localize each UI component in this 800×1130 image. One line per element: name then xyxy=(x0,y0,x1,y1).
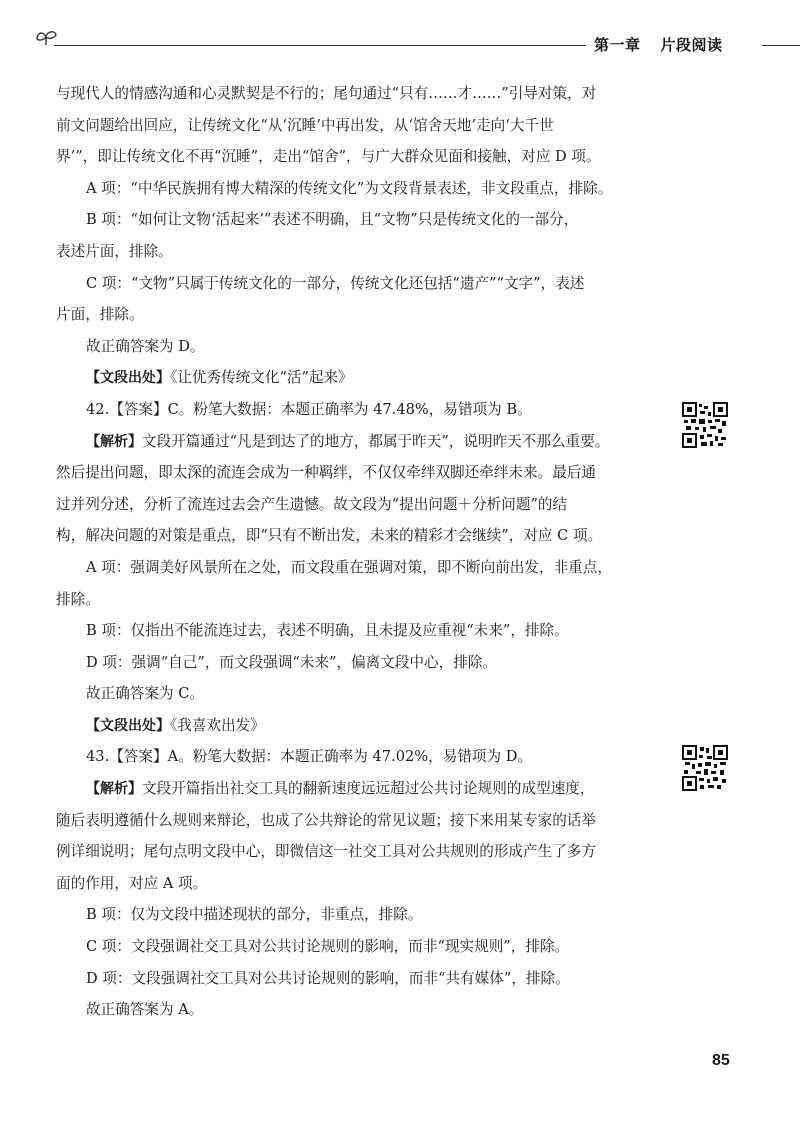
source-label: 【文段出处】 xyxy=(86,370,170,387)
section-label: 片段阅读 xyxy=(660,36,723,54)
chapter-label: 第一章 xyxy=(594,36,641,54)
body-line: 与现代人的情感沟通和心灵默契是不行的；尾句通过“只有……才……”引导对策，对 xyxy=(56,85,597,102)
body-line: A 项：“中华民族拥有博大精深的传统文化”为文段背景表述，非文段重点，排除。 xyxy=(86,179,613,197)
body-line: 面的作用，对应 A 项。 xyxy=(56,874,208,892)
body-line: 例详细说明；尾句点明文段中心，即微信这一社交工具对公共规则的形成产生了多方 xyxy=(56,843,596,861)
body-line: 片面，排除。 xyxy=(56,306,144,324)
body-line: 界’”，即让传统文化不再“沉睡”，走出“馆舍”，与广大群众见面和接触，对应 D 项。 xyxy=(56,148,601,166)
analysis-label: 【解析】 xyxy=(86,433,142,450)
page-header xyxy=(0,0,800,60)
question-43-answer: 43.【答案】A。粉笔大数据：本题正确率为 47.02%，易错项为 D。 xyxy=(86,748,533,766)
page-number: 85 xyxy=(712,1052,730,1069)
page-body xyxy=(56,78,656,1026)
body-line: 排除。 xyxy=(56,590,100,608)
analysis-text: 文段开篇指出社交工具的翻新速度远远超过公共讨论规则的成型速度， xyxy=(142,780,595,798)
body-line: 过并列分述，分析了流连过去会产生遗憾。故文段为“提出问题＋分析问题”的结 xyxy=(56,495,568,513)
analysis-text: 文段开篇通过“凡是到达了的地方，都属于昨天”，说明昨天不那么重要。 xyxy=(142,432,610,450)
body-line: C 项：文段强调社交工具对公共讨论规则的影响，而非“现实规则”，排除。 xyxy=(86,938,570,956)
body-line: 表述片面，排除。 xyxy=(56,242,173,260)
qr-code-icon[interactable] xyxy=(682,745,728,791)
answer-line: 故正确答案为 A。 xyxy=(86,1001,204,1019)
source-title: 《我喜欢出发》 xyxy=(170,716,265,734)
body-line: B 项：仅指出不能流连过去，表述不明确，且未提及应重视“未来”，排除。 xyxy=(86,622,569,640)
body-line: D 项：强调“自己”，而文段强调“未来”，偏离文段中心，排除。 xyxy=(86,653,498,671)
body-line: B 项：仅为文段中描述现状的部分，非重点，排除。 xyxy=(86,906,423,924)
body-line: D 项：文段强调社交工具对公共讨论规则的影响，而非“共有媒体”，排除。 xyxy=(86,969,570,987)
body-line: C 项：“文物”只属于传统文化的一部分，传统文化还包括“遗产”“文字”，表述 xyxy=(86,274,585,292)
qr-code-icon[interactable] xyxy=(682,402,728,448)
analysis-line xyxy=(56,773,656,805)
source-label: 【文段出处】 xyxy=(86,717,170,734)
question-42-answer: 42.【答案】C。粉笔大数据：本题正确率为 47.48%，易错项为 B。 xyxy=(86,400,532,418)
body-line: 然后提出问题，即太深的流连会成为一种羁绊，不仅仅牵绊双脚还牵绊未来。最后通 xyxy=(56,464,596,482)
analysis-label: 【解析】 xyxy=(86,781,142,798)
body-line: 随后表明遵循什么规则来辩论，也成了公共辩论的常见议题；接下来用某专家的话举 xyxy=(56,811,596,829)
body-line: A 项：强调美好风景所在之处，而文段重在强调对策，即不断向前出发，非重点， xyxy=(86,558,612,576)
source-line xyxy=(56,710,656,742)
header-title xyxy=(594,33,723,57)
answer-line: 故正确答案为 D。 xyxy=(86,337,205,355)
body-line: B 项：“如何让文物‘活起来’”表述不明确，且“文物”只是传统文化的一部分， xyxy=(86,211,579,229)
body-line: 构，解决问题的对策是重点，即“只有不断出发，未来的精彩才会继续”，对应 C 项。 xyxy=(56,527,603,545)
source-title: 《让优秀传统文化“活”起来》 xyxy=(170,369,353,387)
header-rule-left xyxy=(54,45,586,46)
header-rule-right xyxy=(762,45,800,46)
analysis-line xyxy=(56,426,656,458)
body-line: 前文问题给出回应，让传统文化“从‘沉睡’中再出发，从‘馆舍天地’走向‘大千世 xyxy=(56,116,554,134)
source-line xyxy=(56,362,656,394)
answer-line: 故正确答案为 C。 xyxy=(86,685,204,703)
leaf-logo-icon xyxy=(34,28,58,50)
